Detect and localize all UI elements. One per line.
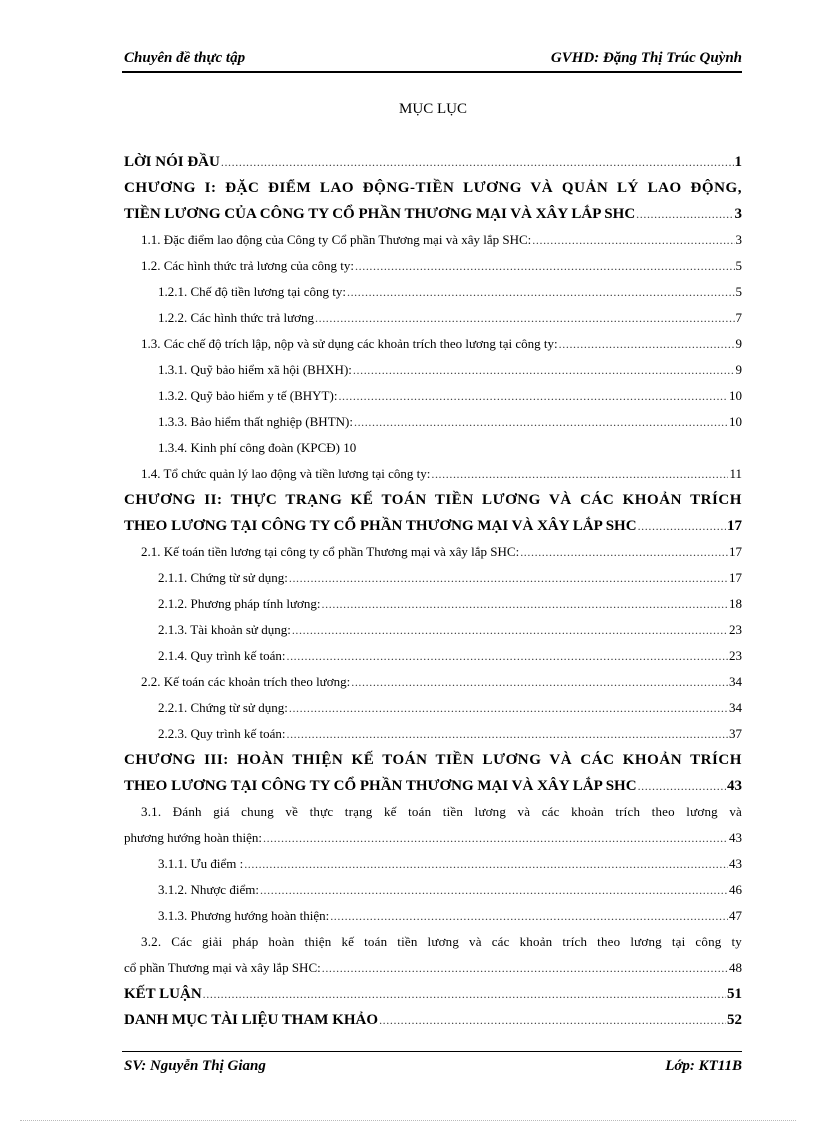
footer-rule bbox=[122, 1051, 742, 1052]
dot-leader bbox=[203, 981, 726, 1007]
toc-entry-page-number: 9 bbox=[735, 336, 742, 351]
dot-leader bbox=[347, 279, 735, 305]
toc-entry-title: 1.3.2. Quỹ bảo hiểm y tế (BHYT): bbox=[158, 388, 338, 403]
dot-leader bbox=[289, 695, 728, 721]
toc-entry-page-number: 46 bbox=[729, 882, 742, 897]
toc-entry-page-number: 18 bbox=[729, 596, 742, 611]
toc-entry-s2-2[interactable] bbox=[124, 669, 742, 695]
toc-entry-title: 3.1.1. Ưu điểm : bbox=[158, 856, 244, 871]
toc-entry-title: 2.2. Kế toán các khoản trích theo lương: bbox=[141, 674, 351, 689]
toc-entry-title: 2.2.3. Quy trình kế toán: bbox=[158, 726, 286, 741]
toc-entry-page-number: 51 bbox=[727, 986, 742, 1002]
toc-entry-title: DANH MỤC TÀI LIỆU THAM KHẢO bbox=[124, 1012, 379, 1028]
toc-entry-title: 1.3.4. Kinh phí công đoàn (KPCĐ) 10 bbox=[158, 440, 357, 455]
toc-entry-page-number: 7 bbox=[735, 310, 742, 325]
dot-leader bbox=[355, 253, 734, 279]
toc-entry-refs[interactable] bbox=[124, 1007, 742, 1033]
toc-entry-page-number: 23 bbox=[729, 622, 742, 637]
toc-entry-title: KẾT LUẬN bbox=[124, 986, 202, 1002]
dot-leader bbox=[330, 903, 728, 929]
toc-entry-title: 1.3.3. Bảo hiểm thất nghiệp (BHTN): bbox=[158, 414, 353, 429]
toc-entry-page-number: 48 bbox=[729, 960, 742, 975]
dot-leader bbox=[636, 201, 733, 227]
toc-entry-page-number: 43 bbox=[729, 830, 742, 845]
dot-leader bbox=[315, 305, 735, 331]
dot-leader bbox=[431, 461, 728, 487]
dot-leader bbox=[353, 357, 735, 383]
toc-entry-page-number: 10 bbox=[729, 414, 742, 429]
toc-entry-title: LỜI NÓI ĐẦU bbox=[124, 154, 220, 170]
toc-entry-first-line: CHƯƠNG I: ĐẶC ĐIỂM LAO ĐỘNG-TIỀN LƯƠNG VÀ QUẢN LÝ LAO ĐỘNG, bbox=[124, 180, 742, 196]
toc-entry-first-line: 3.1. Đánh giá chung về thực trạng kế toán tiền lương và các khoản trích theo lương và bbox=[141, 804, 742, 819]
dot-leader bbox=[322, 591, 728, 617]
toc-entry-page-number: 10 bbox=[729, 388, 742, 403]
dot-leader bbox=[338, 383, 728, 409]
toc-entry-page-number: 23 bbox=[729, 648, 742, 663]
toc-entry-title: 2.1.1. Chứng từ sử dụng: bbox=[158, 570, 288, 585]
dot-leader bbox=[292, 617, 728, 643]
toc-entry-s1-3-4[interactable] bbox=[124, 435, 742, 461]
dot-leader bbox=[520, 539, 728, 565]
toc-entry-page-number: 47 bbox=[729, 908, 742, 923]
dot-leader bbox=[221, 149, 734, 175]
dot-leader bbox=[532, 227, 734, 253]
toc-entry-first-line: CHƯƠNG II: THỰC TRẠNG KẾ TOÁN TIỀN LƯƠNG VÀ CÁC KHOẢN TRÍCH bbox=[124, 492, 742, 508]
dot-leader bbox=[286, 643, 728, 669]
header-rule bbox=[122, 71, 742, 73]
toc-entry-s2-2-1[interactable] bbox=[124, 695, 742, 721]
toc-entry-title: TIỀN LƯƠNG CỦA CÔNG TY CỔ PHẦN THƯƠNG MẠI VÀ XÂY LẮP SHC bbox=[124, 206, 636, 222]
toc-entry-title: 3.1.3. Phương hướng hoàn thiện: bbox=[158, 908, 330, 923]
toc-entry-s1-3-1[interactable] bbox=[124, 357, 742, 383]
toc-entry-s3-2[interactable] bbox=[124, 929, 742, 981]
toc-entry-page-number: 17 bbox=[727, 518, 742, 534]
toc-entry-title: 2.1. Kế toán tiền lương tại công ty cổ phần Thương mại và xây lắp SHC: bbox=[141, 544, 520, 559]
toc-entry-title: 1.4. Tổ chức quản lý lao động và tiền lương tại công ty: bbox=[141, 466, 431, 481]
toc-entry-s1-3-3[interactable] bbox=[124, 409, 742, 435]
toc-entry-page-number: 1 bbox=[734, 154, 742, 170]
toc-entry-s3-1-3[interactable] bbox=[124, 903, 742, 929]
toc-entry-s2-1-2[interactable] bbox=[124, 591, 742, 617]
toc-entry-title: 1.3. Các chế độ trích lập, nộp và sử dụng các khoản trích theo lương tại công ty: bbox=[141, 336, 558, 351]
toc-entry-s2-2-3[interactable] bbox=[124, 721, 742, 747]
toc-entry-s2-1[interactable] bbox=[124, 539, 742, 565]
toc-entry-title: phương hướng hoàn thiện: bbox=[124, 830, 262, 845]
toc-entry-first-line: CHƯƠNG III: HOÀN THIỆN KẾ TOÁN TIỀN LƯƠNG VÀ CÁC KHOẢN TRÍCH bbox=[124, 752, 742, 768]
toc-entry-title: 1.2. Các hình thức trả lương của công ty: bbox=[141, 258, 355, 273]
dot-leader bbox=[263, 825, 728, 851]
dot-leader bbox=[244, 851, 728, 877]
dot-leader bbox=[351, 669, 728, 695]
toc-entry-s3-1-1[interactable] bbox=[124, 851, 742, 877]
toc-entry-title: 1.1. Đặc điểm lao động của Công ty Cổ phần Thương mại và xây lắp SHC: bbox=[141, 232, 532, 247]
toc-entry-page-number: 17 bbox=[729, 544, 742, 559]
toc-entry-s2-1-4[interactable] bbox=[124, 643, 742, 669]
dot-leader bbox=[322, 955, 728, 981]
toc-entry-page-number: 37 bbox=[729, 726, 742, 741]
toc-entry-title: 1.3.1. Quỹ bảo hiểm xã hội (BHXH): bbox=[158, 362, 352, 377]
page-header bbox=[124, 50, 742, 70]
toc-entry-s1-2-1[interactable] bbox=[124, 279, 742, 305]
toc-entry-s3-1[interactable] bbox=[124, 799, 742, 851]
toc-entry-s1-3-2[interactable] bbox=[124, 383, 742, 409]
dot-leader bbox=[354, 409, 728, 435]
toc-entry-page-number: 34 bbox=[729, 700, 742, 715]
toc-entry-s1-2[interactable] bbox=[124, 253, 742, 279]
toc-entry-s2-1-1[interactable] bbox=[124, 565, 742, 591]
page-footer bbox=[124, 1058, 742, 1078]
footer-right-text: Lớp: KT11B bbox=[665, 1058, 742, 1074]
toc-entry-page-number: 3 bbox=[734, 206, 742, 222]
toc-entry-page-number: 17 bbox=[729, 570, 742, 585]
dot-leader bbox=[286, 721, 728, 747]
toc-entry-page-number: 11 bbox=[729, 466, 742, 481]
toc-entry-title: THEO LƯƠNG TẠI CÔNG TY CỔ PHẦN THƯƠNG MẠI VÀ XÂY LẮP SHC bbox=[124, 518, 637, 534]
header-left-text: Chuyên đề thực tập bbox=[124, 50, 246, 66]
toc-entry-title: 1.2.2. Các hình thức trả lương bbox=[158, 310, 314, 325]
toc-entry-s1-3[interactable] bbox=[124, 331, 742, 357]
toc-entry-page-number: 3 bbox=[735, 232, 742, 247]
toc-entry-s2-1-3[interactable] bbox=[124, 617, 742, 643]
dot-leader bbox=[638, 773, 726, 799]
toc-entry-title: 2.2.1. Chứng từ sử dụng: bbox=[158, 700, 288, 715]
toc-entry-title: THEO LƯƠNG TẠI CÔNG TY CỔ PHẦN THƯƠNG MẠI VÀ XÂY LẮP SHC bbox=[124, 778, 637, 794]
toc-entry-s3-1-2[interactable] bbox=[124, 877, 742, 903]
toc-entry-ch2[interactable] bbox=[124, 487, 742, 539]
table-of-contents bbox=[124, 149, 742, 1033]
footer-left-text: SV: Nguyễn Thị Giang bbox=[124, 1058, 266, 1074]
toc-entry-ch1[interactable] bbox=[124, 175, 742, 227]
dot-leader bbox=[638, 513, 726, 539]
dot-leader bbox=[559, 331, 735, 357]
toc-entry-title: cổ phần Thương mại và xây lắp SHC: bbox=[124, 960, 321, 975]
toc-entry-page-number: 9 bbox=[735, 362, 742, 377]
page-edge bbox=[20, 1120, 796, 1121]
toc-entry-title: 1.2.1. Chế độ tiền lương tại công ty: bbox=[158, 284, 346, 299]
toc-entry-title: 2.1.3. Tài khoản sử dụng: bbox=[158, 622, 291, 637]
toc-entry-page-number: 5 bbox=[735, 284, 742, 299]
toc-entry-ch3[interactable] bbox=[124, 747, 742, 799]
dot-leader bbox=[379, 1007, 726, 1033]
toc-entry-title: 2.1.2. Phương pháp tính lương: bbox=[158, 596, 321, 611]
toc-entry-s1-1[interactable] bbox=[124, 227, 742, 253]
toc-entry-page-number: 34 bbox=[729, 674, 742, 689]
toc-entry-page-number: 43 bbox=[729, 856, 742, 871]
toc-entry-intro[interactable] bbox=[124, 149, 742, 175]
toc-entry-title: 3.1.2. Nhược điểm: bbox=[158, 882, 259, 897]
toc-entry-concl[interactable] bbox=[124, 981, 742, 1007]
toc-entry-title: 2.1.4. Quy trình kế toán: bbox=[158, 648, 286, 663]
toc-entry-page-number: 52 bbox=[727, 1012, 742, 1028]
toc-entry-s1-2-2[interactable] bbox=[124, 305, 742, 331]
dot-leader bbox=[289, 565, 728, 591]
toc-entry-page-number: 5 bbox=[735, 258, 742, 273]
toc-entry-s1-4[interactable] bbox=[124, 461, 742, 487]
dot-leader bbox=[260, 877, 728, 903]
header-right-text: GVHD: Đặng Thị Trúc Quỳnh bbox=[550, 50, 742, 66]
toc-entry-first-line: 3.2. Các giải pháp hoàn thiện kế toán tiền lương và các khoản trích theo lương tại công ty bbox=[141, 934, 742, 949]
toc-entry-page-number: 43 bbox=[727, 778, 742, 794]
page-title: MỤC LỤC bbox=[399, 101, 467, 117]
